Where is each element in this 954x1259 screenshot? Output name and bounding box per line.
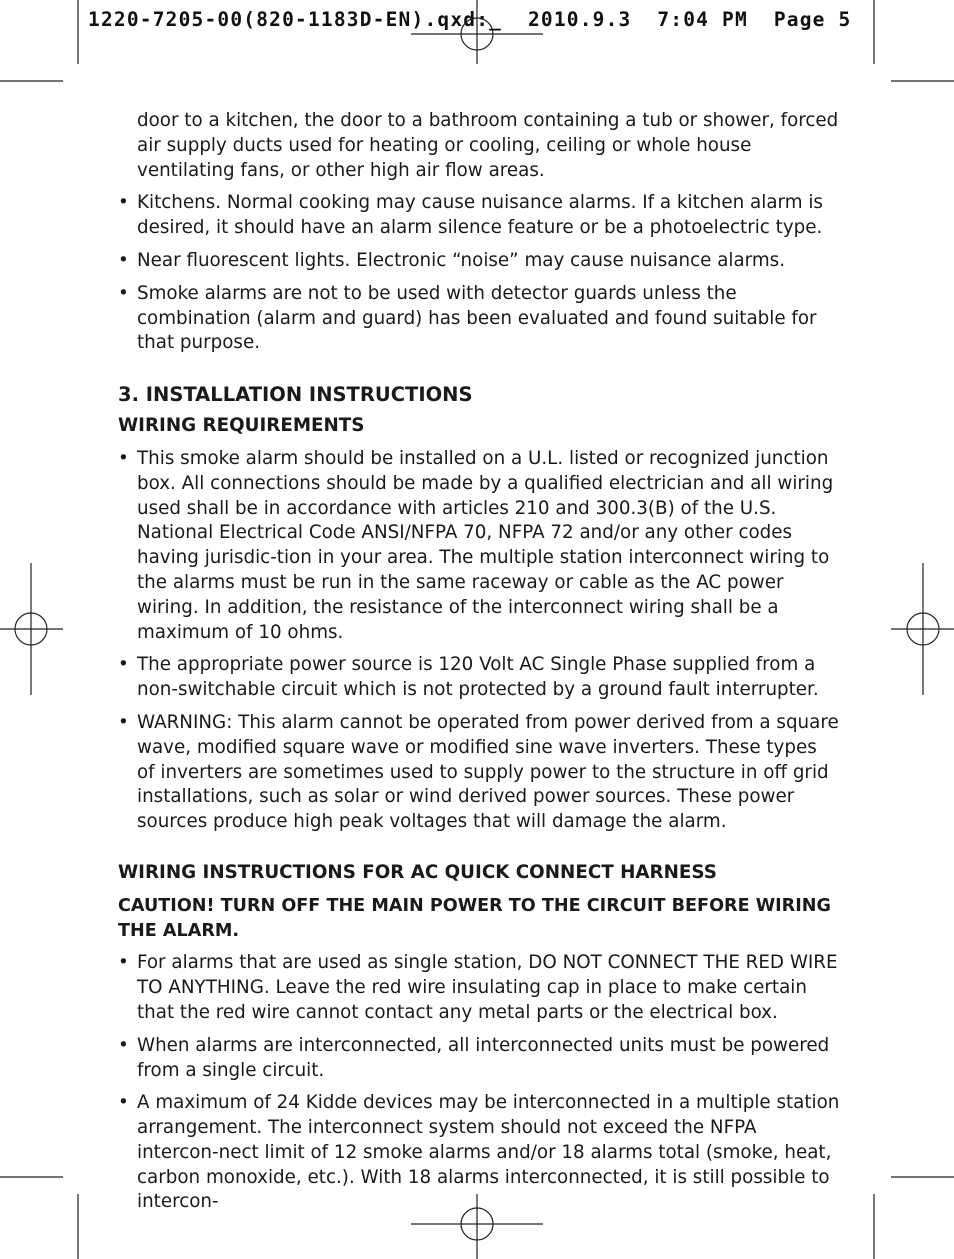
harness-bullet-single-station: [118, 951, 840, 1025]
harness-bullet-max-devices: [118, 1091, 840, 1215]
bullet-glyph: •: [118, 952, 129, 974]
intro-bullet-detector-guards: [118, 282, 840, 356]
registration-mark-right: [891, 563, 954, 695]
bullet-glyph: •: [118, 192, 129, 214]
bullet-text: When alarms are interconnected, all interconnected units must be powered from a single circuit.: [137, 1034, 830, 1081]
harness-bullet-single-circuit: [118, 1034, 840, 1084]
bullet-glyph: •: [118, 249, 129, 271]
section-title: 3. INSTALLATION INSTRUCTIONS: [118, 383, 473, 407]
wiring-requirements-heading: WIRING REQUIREMENTS: [118, 415, 365, 437]
page-content: [118, 109, 840, 1223]
bullet-glyph: •: [118, 282, 129, 304]
bullet-text: This smoke alarm should be installed on a U.L. listed or recognized junction box. All connections should be made by a qualified electrician and all wiring used shall be in accordance with articles 210 and 300.3(B) of the U.S. National Electrical Code ANSI/NFPA 70, NFPA 72 and/or any other codes having jurisdic-tion in your area. The multiple station interconnect wiring to the alarms must be run in the same raceway or cable as the AC power wiring. In addition, the resistance of the interconnect wiring shall be a maximum of 10 ohms.: [137, 447, 834, 643]
wiring-bullet-power-source: [118, 653, 840, 703]
bullet-text: Kitchens. Normal cooking may cause nuisance alarms. If a kitchen alarm is desired, it should have an alarm silence feature or be a photoelectric type.: [137, 192, 823, 239]
wiring-bullet-junction-box: [118, 447, 840, 645]
bullet-glyph: •: [118, 447, 129, 469]
print-slug-header: 1220-7205-00(820-1183D-EN).qxd:_ 2010.9.3 7:04 PM Page 5: [88, 8, 852, 31]
bullet-glyph: •: [118, 1092, 129, 1114]
bullet-text: WARNING: This alarm cannot be operated from power derived from a square wave, modified square wave or modified sine wave inverters. These types of inverters are sometimes used to supply power to the structure in off grid installations, such as solar or wind derived power sources. These power sources produce high peak voltages that will damage the alarm.: [137, 711, 839, 833]
intro-continuation-paragraph: door to a kitchen, the door to a bathroom containing a tub or shower, forced air supply ducts used for heating or cooling, ceiling or whole house ventilating fans, or other high air flow areas.: [137, 110, 839, 181]
bullet-glyph: •: [118, 654, 129, 676]
bullet-text: Near fluorescent lights. Electronic “noise” may cause nuisance alarms.: [137, 249, 786, 271]
bullet-text: For alarms that are used as single station, DO NOT CONNECT THE RED WIRE TO ANYTHING. Leave the red wire insulating cap in place to make certain that the red wire cannot contact any metal parts or the electrical box.: [137, 952, 838, 1023]
bullet-glyph: •: [118, 1034, 129, 1056]
wiring-bullet-warning: [118, 711, 840, 835]
bullet-glyph: •: [118, 711, 129, 733]
caution-notice: CAUTION! TURN OFF THE MAIN POWER TO THE CIRCUIT BEFORE WIRING THE ALARM.: [118, 895, 831, 941]
intro-bullet-fluorescent: [118, 249, 840, 274]
harness-heading: WIRING INSTRUCTIONS FOR AC QUICK CONNECT HARNESS: [118, 861, 717, 883]
bullet-text: Smoke alarms are not to be used with detector guards unless the combination (alarm and guard) has been evaluated and found suitable for that purpose.: [137, 282, 817, 354]
bullet-text: A maximum of 24 Kidde devices may be interconnected in a multiple station arrangement. The interconnect system should not exceed the NFPA intercon-nect limit of 12 smoke alarms and/or 18 alarms total (smoke, heat, carbon monoxide, etc.). With 18 alarms interconnected, it is still possible to intercon-: [137, 1092, 840, 1213]
registration-mark-left: [0, 563, 63, 695]
bullet-text: The appropriate power source is 120 Volt AC Single Phase supplied from a non-switchable circuit which is not protected by a ground fault interrupter.: [137, 654, 819, 701]
intro-bullet-kitchens: [118, 191, 840, 241]
